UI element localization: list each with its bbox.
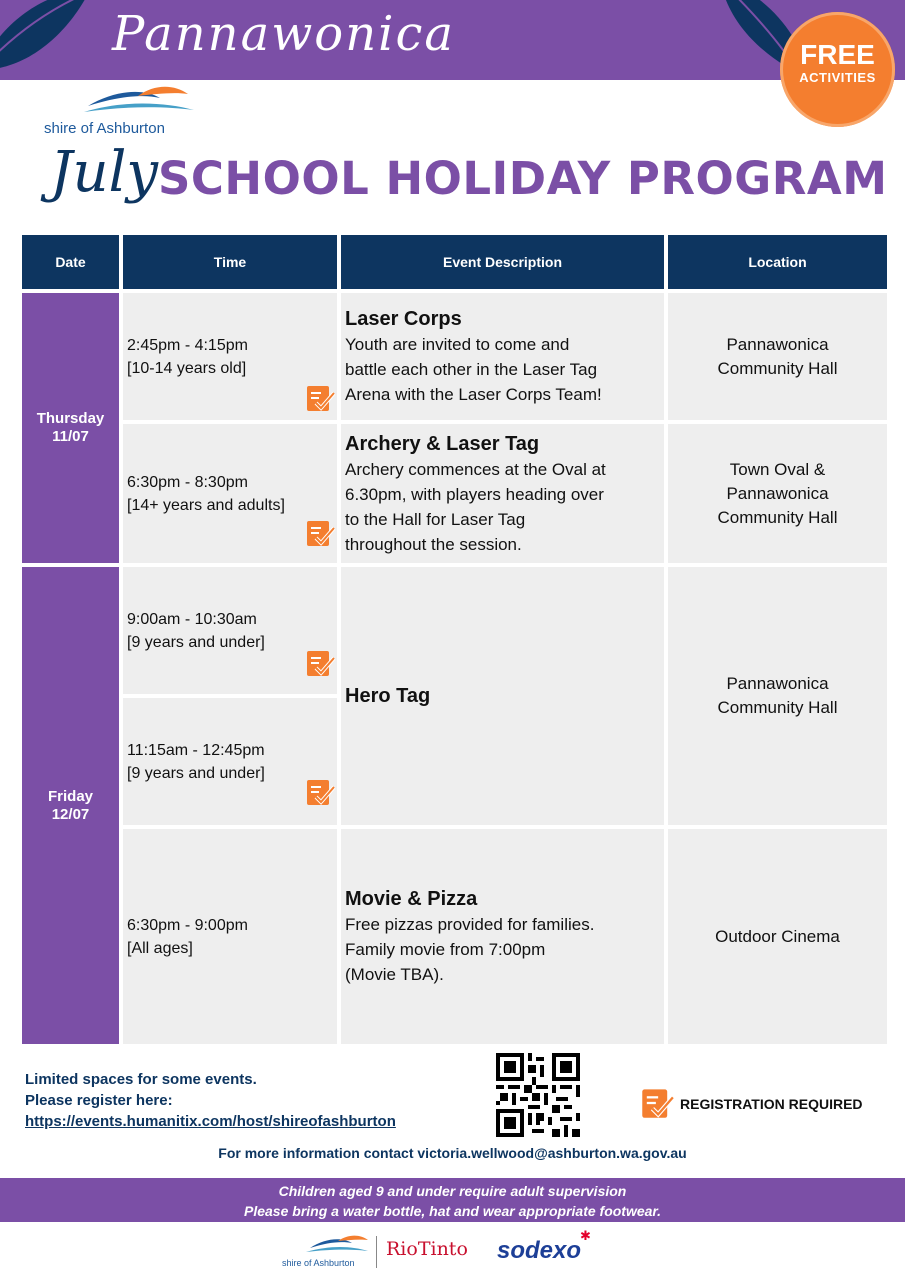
- location-line: Community Hall: [717, 698, 838, 717]
- age-group: [9 years and under]: [127, 764, 265, 782]
- event-name: Archery & Laser Tag: [345, 432, 540, 455]
- program-title: SCHOOL HOLIDAY PROGRAM: [158, 152, 888, 205]
- age-group: [All ages]: [127, 939, 193, 957]
- registration-link[interactable]: https://events.humanitix.com/host/shireofashburton: [25, 1113, 396, 1130]
- time-range: 11:15am - 12:45pm: [127, 741, 265, 759]
- col-header-location: Location: [668, 235, 887, 289]
- event-name: Laser Corps: [345, 308, 462, 330]
- sponsor-riotinto: RioTinto: [386, 1238, 468, 1260]
- event-desc-line: throughout the session.: [345, 534, 522, 554]
- event-cell: [341, 424, 664, 563]
- date-cell-thursday: [22, 293, 119, 563]
- time-range: 9:00am - 10:30am: [127, 610, 257, 628]
- location-cell: [668, 293, 887, 420]
- age-group: [10-14 years old]: [127, 359, 247, 377]
- limited-spaces-text: Limited spaces for some events.: [25, 1071, 257, 1088]
- event-cell: [341, 829, 664, 1044]
- event-desc-line: to the Hall for Laser Tag: [345, 509, 526, 529]
- location-line: Pannawonica: [726, 334, 829, 354]
- date-cell-friday: [22, 567, 119, 1044]
- registration-required-label: REGISTRATION REQUIRED: [680, 1096, 863, 1112]
- badge-line1: FREE: [800, 39, 875, 70]
- time-cell: [123, 829, 337, 1044]
- time-range: 6:30pm - 9:00pm: [127, 916, 248, 934]
- event-desc-line: Youth are invited to come and: [345, 335, 570, 354]
- location-line: Pannawonica: [726, 674, 829, 693]
- event-desc-line: Free pizzas provided for families.: [345, 915, 595, 934]
- event-desc-line: Arena with the Laser Corps Team!: [345, 385, 602, 404]
- clipboard-check-icon: [305, 777, 335, 807]
- age-group: [14+ years and adults]: [127, 496, 285, 514]
- event-name: Hero Tag: [345, 685, 431, 707]
- badge-line2: ACTIVITIES: [799, 70, 876, 85]
- clipboard-check-icon: [305, 518, 335, 548]
- location-line: Community Hall: [717, 358, 838, 378]
- town-name: Pannawonica: [112, 6, 455, 62]
- location-line: Outdoor Cinema: [715, 926, 840, 946]
- free-activities-badge: [780, 12, 895, 127]
- event-desc-line: Family movie from 7:00pm: [345, 940, 546, 959]
- location-line: Town Oval &: [729, 459, 826, 479]
- event-cell: [341, 567, 664, 825]
- notice-band: [0, 1178, 905, 1222]
- sponsor-sodexo: sodexo: [497, 1237, 582, 1264]
- location-cell: [668, 424, 887, 563]
- month-title: July: [50, 140, 159, 205]
- sodexo-star-icon: ✱: [580, 1228, 591, 1243]
- col-header-event: Event Description: [341, 235, 664, 289]
- day-label: Friday: [47, 787, 93, 805]
- leaf-decoration-icon: [0, 0, 100, 80]
- event-desc-line: battle each other in the Laser Tag: [345, 360, 598, 379]
- location-line: Pannawonica: [726, 483, 829, 503]
- clipboard-check-icon: [640, 1086, 674, 1120]
- qr-code-icon[interactable]: [496, 1053, 580, 1137]
- date-label: 12/07: [51, 805, 90, 823]
- sponsor-divider: [376, 1236, 377, 1268]
- bring-items-notice: Please bring a water bottle, hat and wear appropriate footwear.: [244, 1203, 661, 1219]
- location-cell: [668, 829, 887, 1044]
- header-banner: [0, 0, 905, 80]
- age-group: [9 years and under]: [127, 633, 265, 651]
- shire-logo-text: shire of Ashburton: [44, 120, 165, 137]
- clipboard-check-icon: [305, 383, 335, 413]
- col-header-date: Date: [22, 235, 119, 289]
- event-desc-line: Archery commences at the Oval at: [345, 459, 606, 479]
- time-range: 6:30pm - 8:30pm: [127, 473, 248, 491]
- location-cell: [668, 567, 887, 825]
- location-line: Community Hall: [717, 507, 838, 527]
- clipboard-check-icon: [305, 648, 335, 678]
- supervision-notice: Children aged 9 and under require adult supervision: [278, 1183, 627, 1199]
- register-text: Please register here:: [25, 1092, 173, 1109]
- event-desc-line: (Movie TBA).: [345, 965, 444, 984]
- contact-info: For more information contact victoria.wellwood@ashburton.wa.gov.au: [218, 1145, 687, 1161]
- col-header-time: Time: [123, 235, 337, 289]
- day-label: Thursday: [36, 410, 105, 427]
- sponsor-shire-text: shire of Ashburton: [282, 1258, 355, 1268]
- event-desc-line: 6.30pm, with players heading over: [345, 484, 604, 504]
- time-range: 2:45pm - 4:15pm: [127, 336, 248, 354]
- event-name: Movie & Pizza: [345, 888, 478, 910]
- event-cell: [341, 293, 664, 420]
- registration-info: [25, 1069, 396, 1132]
- date-label: 11/07: [52, 428, 89, 445]
